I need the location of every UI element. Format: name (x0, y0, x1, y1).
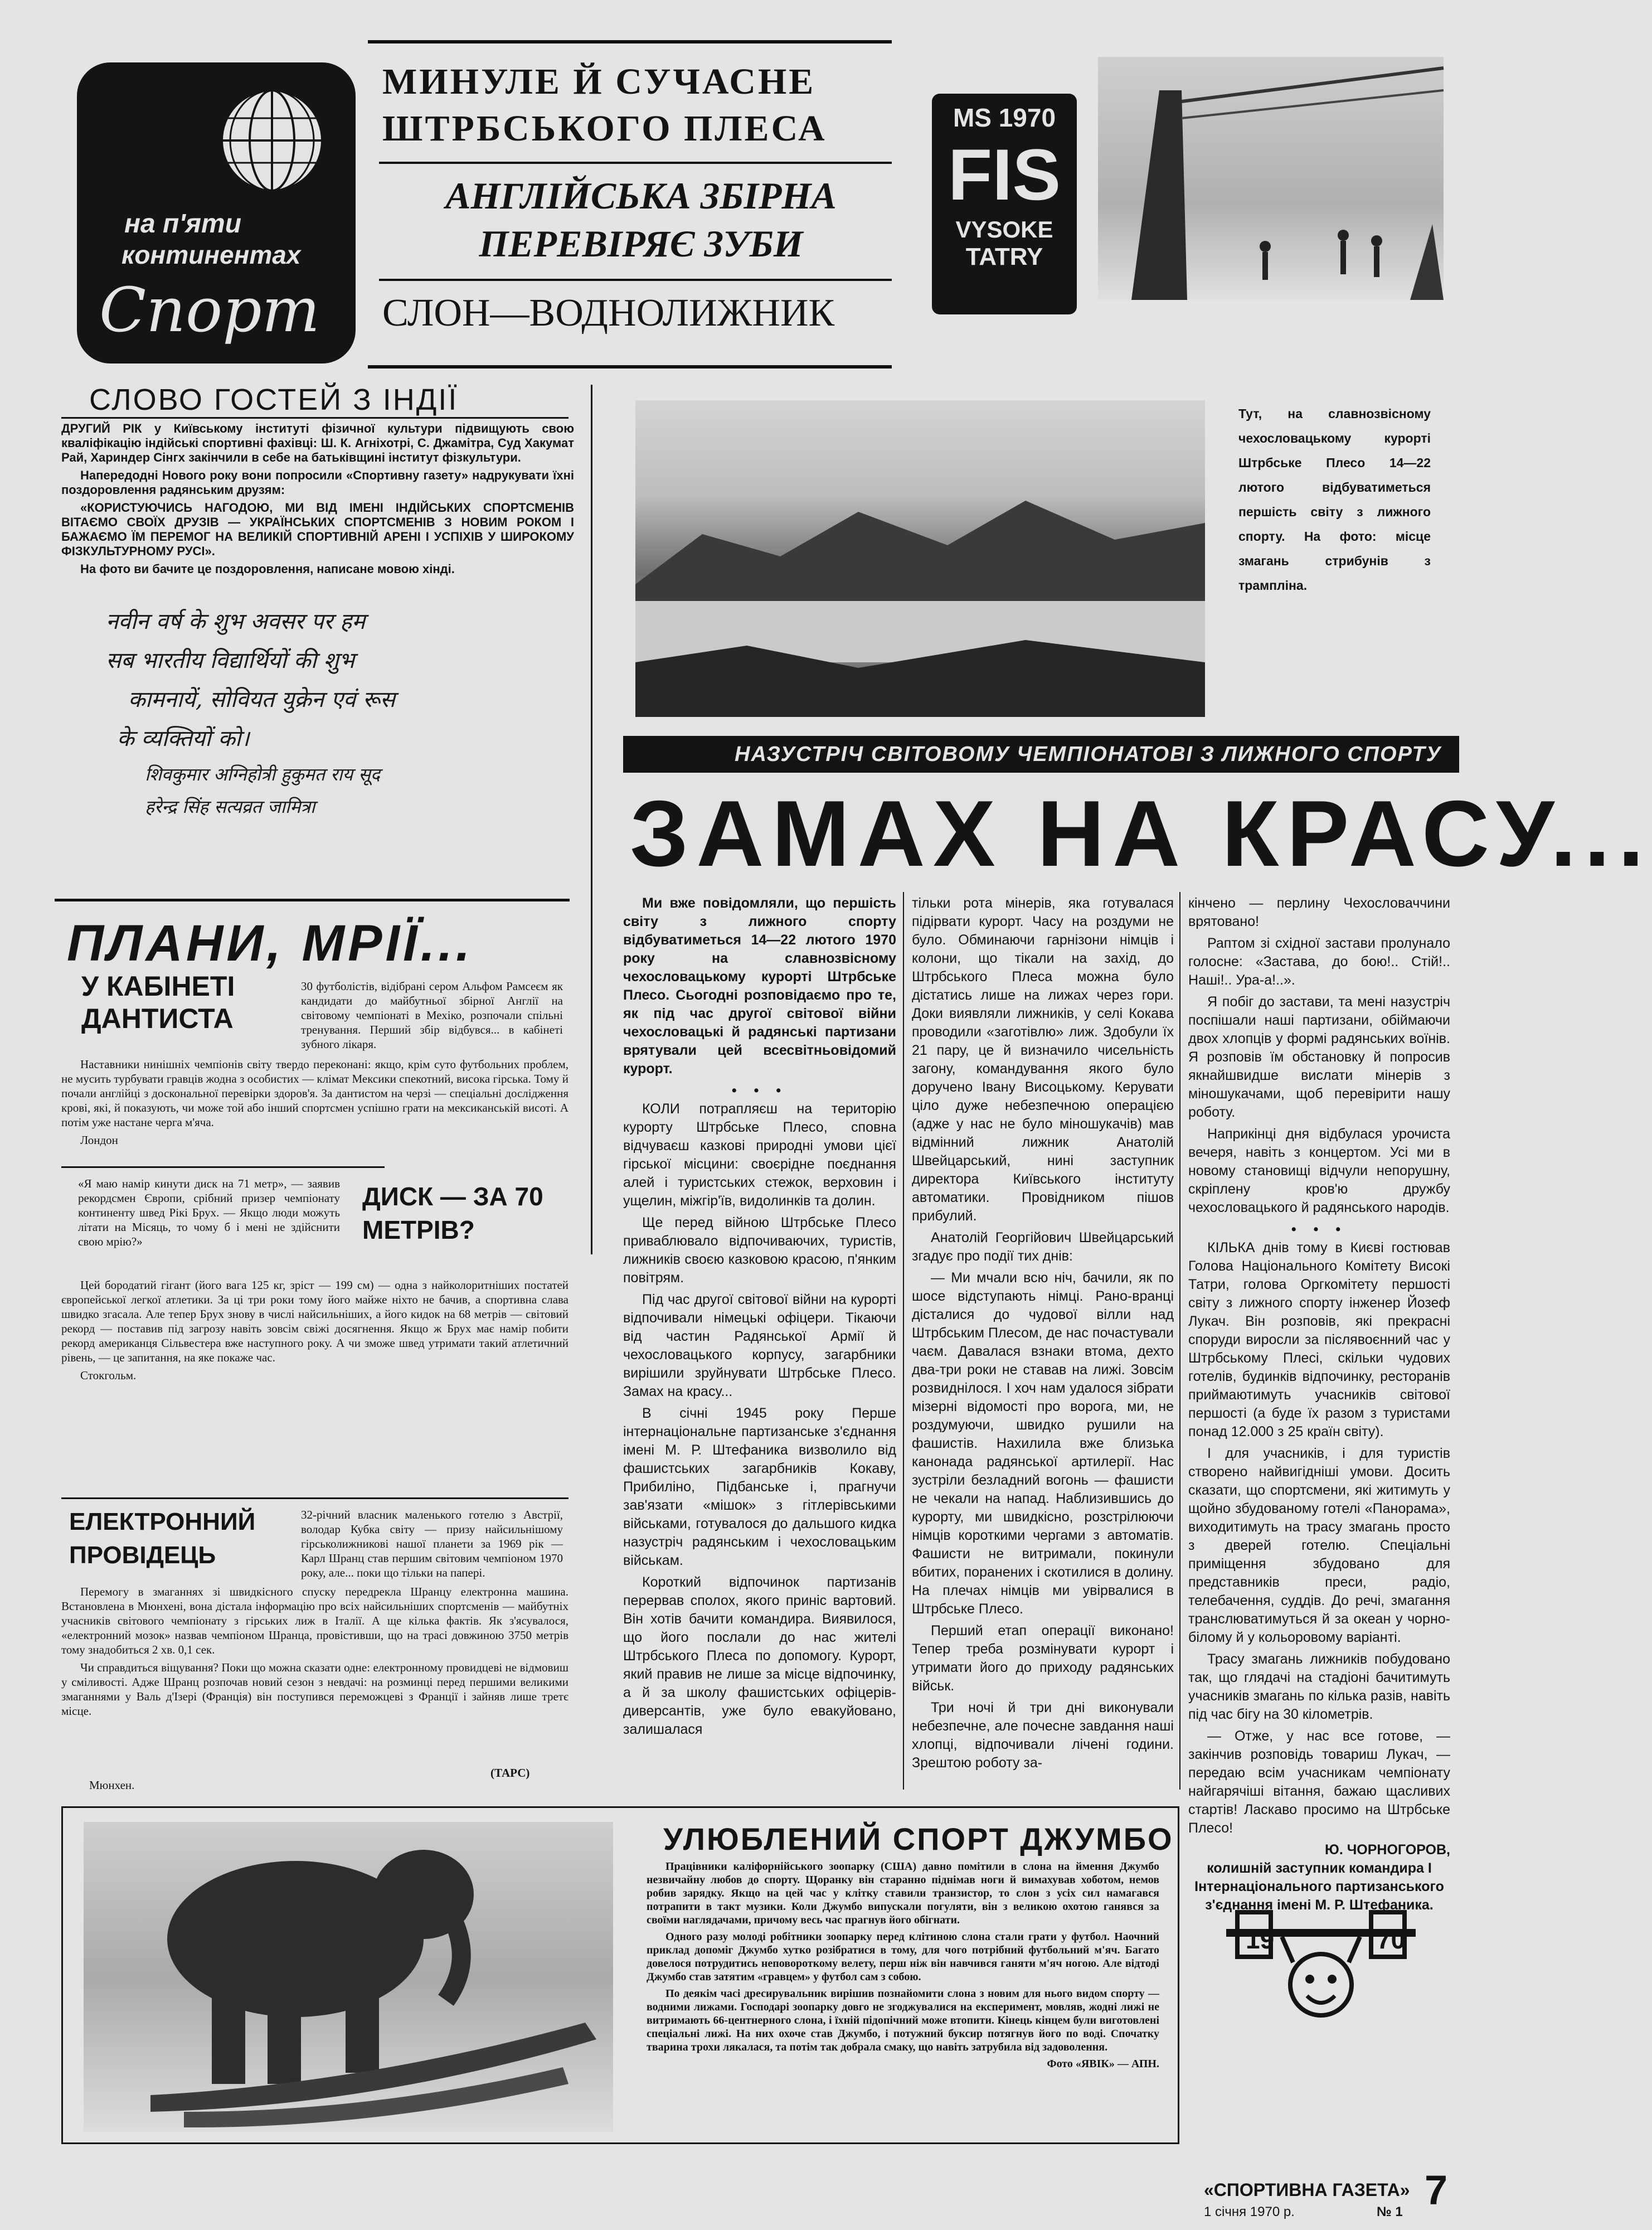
disk-body (61, 1278, 569, 1445)
paragraph: Під час другої світової війни на курорті відпочивали німецькі офіцери. Тікаючи від частин Радянської Армії й чехословацького корпусу, загарбники вирішили зруйнувати Штрбське Плесо. Замах на красу... (623, 1292, 896, 1399)
paragraph: Наприкінці дня відбулася урочиста вечеря, навіть з концертом. Усі ми в новому становищі відчули непорушну, скріплену кров'ю дружбу чехословацького й радянського народів. (1188, 1126, 1450, 1215)
author-role: колишній заступник командира І Інтернаціонального партизанського з'єднання імені М. Р. Штефаника. (1194, 1860, 1444, 1913)
barbell-icon (1221, 1907, 1421, 2052)
dateline: Лондон (80, 1133, 118, 1147)
tass-credit: (ТАРС) (490, 1766, 530, 1780)
logo-top-text: на п'яти (124, 209, 242, 239)
hindi-handwriting (106, 602, 563, 823)
hindi-line: के व्यक्तियों को। (117, 726, 250, 752)
hindi-line: नवीन वर्ष के शुभ अवसर पर हम (106, 609, 366, 634)
hindi-line: कामनायें, सोवियत युक्रेन एवं रूस (128, 687, 395, 712)
paragraph: КІЛЬКА днів тому в Києві гостював Голова Національного Комітету Високі Татри, голова Оргкомітету першості світу з лижного спорту інженер Йозеф Лукач. Він розповів, які прекрасні споруди виросли за післявоєнний час у Штрбському Плесі, скільки чудових готелів, будинків відпочинку, ресторанів приймаютимуть учасників світової першості (а буде їх разом з туристами понад 12.000 з 25 країн світу). (1188, 1240, 1450, 1439)
issue-date: 1 січня 1970 р. (1204, 2204, 1295, 2219)
zamakh-kicker: НАЗУСТРІЧ СВІТОВОМУ ЧЕМПІОНАТОВІ З ЛИЖНОГО СПОРТУ (735, 743, 1442, 766)
hindi-signature: हरेन्द्र सिंह सत्यव्रत जामित्रा (145, 796, 315, 817)
weightlifter-emblem (1221, 1907, 1421, 2052)
separator-dots: • • • (1291, 1221, 1348, 1237)
electronic-lead: 32-річний власник маленького готелю з Австрії, володар Кубка світу — призу найсильнішому гірськолижникові нашої планети за 1969 рік — Карл Шранц став першим світовим чемпіоном 1970 року, але... поки що тільки на папері. (301, 1508, 563, 1579)
fis-vysoke: VYSOKE (955, 216, 1053, 243)
paragraph: Раптом зі східної застави пролунало голосне: «Застава, до бою!.. Стій!.. Наші!.. Ура-а!..». (1188, 935, 1450, 988)
zamakh-lead: Ми вже повідомляли, що першість світу з лижного спорту відбуватиметься 14—22 лютого 1970 року на славнозвісному чехословацькому курорті Штрбське Плесо. Сьогодні розповідаємо про те, як під час другої світової війни чехословацькі й радянські партизани врятували цей всесвітньовідомий курорт. (623, 895, 896, 1077)
india-quote: «КОРИСТУЮЧИСЬ НАГОДОЮ, МИ ВІД ІМЕНІ ІНДІЙСЬКИХ СПОРТСМЕНІВ ВІТАЄМО СВОЇХ ДРУЗІВ — УКРАЇНСЬКИХ СПОРТСМЕНІВ З НОВИМ РОКОМ І БАЖАЄМО ЇМ ПЕРЕМОГ НА ВЕЛИКІЙ СПОРТИВНІЙ АРЕНІ І УСПІХІВ У ШИРОКОМУ ФІЗКУЛЬТУРНОМУ РУСІ». (61, 501, 574, 558)
zamakh-col-1 (623, 894, 896, 1737)
forest-silhouette (635, 400, 1205, 717)
svg-text:19: 19 (1246, 1925, 1275, 1954)
dentist-lead: 30 футболістів, відібрані сером Альфом Рамсеєм як кандидати до майбутньої збірної Англії на світовому чемпіонаті в Мехіко, розпочали спільні тренування. Перший збір відбувся... в кабінеті зубного лікаря. (301, 980, 563, 1051)
paragraph: кінчено — перлину Чехословаччини врятовано! (1188, 895, 1450, 929)
globe-icon (216, 85, 328, 196)
logo-sport-word: Спорт (99, 274, 320, 346)
paragraph: Я побіг до застави, та мені назустріч поспішали наші партизани, обіймаючи двох хлопців у формі радянських воїнів. Я розповів їм обстановку й попросив якнайшвидше вислати мінерів з мінoшукачами, щоб перевірити нашу роботу. (1188, 994, 1450, 1120)
hindi-line: सब भारतीय विद्यार्थियों की शुभ (106, 648, 354, 673)
separator-dots: • • • (731, 1083, 788, 1098)
headline-england: АНГЛІЙСЬКА ЗБІРНА ПЕРЕВІРЯЄ ЗУБИ (445, 174, 837, 265)
paragraph: тільки рота мінерів, яка готувалася підірвати курорт. Часу на роздуми не було. Обминаючи гарнізони німців і колони, що тікали на захід, до Штрбського Плеса можна було дістатись лише на лижах через гори. Доки виявляли лижників, у селі Кокава проводили «заготівлю» лиж. Здобули їх 21 пару, це й визначило чисельність загону, командування якого було доручено Івану Висоцькому. Керувати ціло дуже небезпечною операцією (адже у нас не було міношукачів) мав відмінний лижник Анатолій Швейцарський, нині заступник директора Київського інституту автоматики. Провідником пішов прибулий. (912, 895, 1174, 1224)
section-rule (61, 1497, 569, 1499)
photo-credit: Фото «ЯВІК» — АПН. (1047, 2058, 1159, 2070)
headline-elephant: СЛОН—ВОДНОЛИЖНИК (382, 292, 835, 334)
section-rule (61, 1166, 385, 1168)
tatra-landscape-photo (635, 400, 1205, 717)
india-note: На фото ви бачите це поздоровлення, написане мовою хінді. (80, 562, 455, 576)
disk-title: ДИСК — ЗА 70 МЕТРІВ? (362, 1182, 543, 1244)
issue-number: № 1 (1377, 2204, 1403, 2219)
india-title: СЛОВО ГОСТЕЙ З ІНДІЇ (89, 383, 459, 416)
paragraph: В січні 1945 року Перше інтернаціональне партизанське з'єднання імені М. Р. Штефаника визволило від фашистських загарбників Кокаву, Прибиліно, Підбанське і, прагнучи зав'язати «мішок» з гітлерівськими військами, готувалося до дальшого кидка назустріч радянським і чехословацьким військам. (623, 1405, 896, 1568)
fis-tatry: TATRY (965, 243, 1043, 270)
logo-mid-text: континентах (122, 240, 301, 269)
fis-year: MS 1970 (953, 103, 1056, 132)
zamakh-title: ЗАМАХ НА КРАСУ... (630, 781, 1652, 886)
elephant-icon (84, 1822, 613, 2132)
fis-emblem (932, 94, 1077, 314)
paragraph: Три ночі й три дні виконували небезпечне, але почесне завдання наші хлопці, відпочивали лічені години. Зрештою роботу за- (912, 1700, 1174, 1771)
column-divider (591, 385, 592, 1254)
column-divider (903, 892, 904, 1790)
jumbo-text (647, 1860, 1159, 2133)
zamakh-kicker-bar (623, 736, 1459, 773)
headline-shtrbske: МИНУЛЕ Й СУЧАСНЕ ШТРБСЬКОГО ПЛЕСА (382, 61, 827, 149)
paragraph: Чи справдиться віщування? Поки що можна сказати одне: електронному провидцеві не відмовиш у сміливості. Адже Шранц розпочав новий сезон з невдачі: на розминці перед першими великими змаганнями у Валь д'Ізері (Франція) він поступився переможцеві з Франції і зайняв лише третє місце. (61, 1661, 569, 1718)
paragraph: Короткий відпочинок партизанів перервав сполох, якого приніс вартовий. Він хотів бачити командира. Виявилося, що його послали до нас жителі Штрбського Плеса по допомогу. Курорт, який правив не лише за місце відпочинку, а й за школу фашистських офіцерів-диверсантів, уже було евакуйовано, залишалася (623, 1574, 896, 1737)
headline-rule-1 (379, 162, 892, 164)
paragraph: Цей бородатий гігант (його вага 125 кг, зріст — 199 см) — одна з найколоритніших постатей європейської легкої атлетики. За ці три роки тому його майже ніхто не бачив, а спортивна слава швидко згасала. Але тепер Брух знову в числі найсильніших, а його кидок на 68 метрів — світовий рекорд — поставив під загрозу навіть зовсім свіжі досягнення. Якщо ж Брух має намір побити рекорд американця Сільвестера вже наступного року. А чи зможе швед утримати такий атлетичний рівень, — це запитання, на яке покаже час. (61, 1278, 569, 1364)
paragraph: Трасу змагань лижників побудовано так, що глядачі на стадіоні бачитимуть учасників змагань по кілька разів, навіть під час бігу на 30 кілометрів. (1188, 1651, 1450, 1722)
munich-dateline: Мюнхен. (89, 1778, 135, 1792)
hindi-signature: शिवकुमार अग्निहोत्री हुकुमत राय सूद (145, 764, 380, 785)
disk-lead: «Я маю намір кинути диск на 71 метр», — заявив рекордсмен Європи, срібний призер чемпіонату континенту швед Рікі Брух. — Якщо люди можуть літати на Місяць, то чому б і мені не здійснити свою мрію?» (78, 1177, 340, 1248)
paragraph: Працівники каліфорнійського зоопарку (США) давно помітили в слона на ймення Джумбо незвичайну любов до спорту. Щоранку він старанно піднімав ноги й вимахував хоботом, немов робив зарядку. Якщо на цей час у клітку ставили транзистор, то слон з усіх сил намагався потрапити в такт музики. Коли Джумбо випускали погуляти, він з великою охотою ганявся за своїми наглядачами, причому весь час прагнув його обігнати. (647, 1860, 1159, 1926)
dentist-title: У КАБІНЕТІ ДАНТИСТА (81, 971, 235, 1034)
ski-jump-tower-icon (1098, 57, 1444, 300)
ski-jump-photo (1098, 57, 1444, 300)
masthead-top-rule (368, 40, 892, 43)
paragraph: КОЛИ потрапляєш на територію курорту Штрбське Плесо, сповна відчуваєш казкові природні умови цієї гірської місцини: своєрідне поєднання алей і туристських стежок, верховин і ущелин, міжгір'їв, видолинків та долин. (623, 1101, 896, 1209)
fis-letters: FIS (948, 134, 1061, 215)
headline-rule-2 (379, 279, 892, 281)
india-intro: ДРУГИЙ РІК у Київському інституті фізичної культури підвищують свою кваліфікацію індійські спортивні фахівці: Ш. К. Агніхотрі, С. Джамітра, Суд Хакумат Рай, Хариндер Сінгх закінчили в себе на батьківщині інститут фізкультури. (61, 421, 574, 464)
masthead-bottom-rule (368, 365, 892, 369)
zamakh-col-2 (912, 894, 1174, 1786)
tatry-caption: Тут, на славнозвісному чехословацькому курорті Штрбське Плесо 14—22 лютого відбуватиметься першість світу з лижного спорту. На фото: місце змагань стрибунів з трампліна. (1238, 406, 1431, 593)
paragraph: Наставники нинішніх чемпіонів світу твердо переконані: якщо, крім суто футбольних проблем, не мусить турбувати гравців жодна з особистих — клімат Мексики спекотний, висока гірська. Тому й почали англійці з доскональної перевірки здоров'я. За дантистом на черзі — спеціальні дослідження крові, які, й показують, чи може той або інший спортсмен успішно грати на мексиканській висоті. А потім уже настане черга м'яча. (61, 1058, 569, 1129)
paragraph: — Отже, у нас все готове, — закінчив розповідь товариш Лукач, — передаю всім учасникам чемпіонату найгарячіші вітання, бажаю щасливих стартів! Ласкаво просимо на Штрбське Плесо! (1188, 1728, 1450, 1836)
paragraph: Перемогу в змаганнях зі швидкісного спуску передрекла Шранцу електронна машина. Встановлена в Мюнхені, вона дістала інформацію про всіх найсильніших спортсменів — майбутніх учасників світового чемпіонату з гірських лиж в Італії. А ще кілька фактів. Як з'ясувалося, «електронний мозок» назвав чемпіоном Шранца, провістивши, що на трасі довжиною 3750 метрів тому знадобиться 2 хв. 0,1 сек. (61, 1585, 569, 1656)
jumbo-title: УЛЮБЛЕНИЙ СПОРТ ДЖУМБО (663, 1821, 1174, 1856)
paragraph: І для учасників, і для туристів створено найвигідніші умови. Досить сказати, що спортсмени, які житимуть у щойно збудованому готелі «Панорама», виходитимуть на трасу змагань просто з дверей готелю. Спеціальні приміщення збудовано для представників преси, радіо, телебачення, суддів. До речі, змагання транслюватимуться й за океан у чорно-білому й у кольоровому варіанті. (1188, 1446, 1450, 1645)
svg-text:70: 70 (1377, 1925, 1406, 1954)
paragraph: Одного разу молоді робітники зоопарку перед клітиною слона стали грати у футбол. Наочний приклад допоміг Джумбо хутко розібратися в тому, для чого потрібний футбольний м'яч. Багато довелося потрудитись неповороткому велету, перш ніж він навчився ганяти м'яч ногою. Але відтоді Джумбо став затятим «гравцем» у футбол сам з собою. (647, 1931, 1159, 1983)
newspaper-name: «СПОРТИВНА ГАЗЕТА» (1204, 2180, 1410, 2200)
zamakh-col-3 (1188, 894, 1450, 1913)
dateline: Стокгольм. (80, 1369, 137, 1382)
india-title-rule (61, 417, 569, 419)
paragraph: — Ми мчали всю ніч, бачили, як по шосе відступають німці. Рано-вранці дісталися до чудової вілли над Штрбським Плесом, де нас почастували чаєм. Давалася взнаки втома, дехто два-три роки не ставав на лижі. Зовсім розвиднілося. І хоч нам удалося зібрати мізерні відомості про ворога, ми, не роздумуючи, швидко рушили на фашистів. Нахилила вже близька канонада радянської артилерії. Нас зустріли безладний вогонь — фашисти не чекали на напад. Наблизившись до курорту, ми швидкісно, розстрілюючи німців короткими чергами з автоматів. Фашисти не витримали, покинули вбитих, поранених і скотилися в долину. На плечах німців ми увірвалися в Штрбське Плесо. (912, 1270, 1174, 1617)
elephant-water-ski-photo (84, 1822, 613, 2132)
author-name: Ю. ЧОРНОГОРОВ, (1325, 1842, 1450, 1858)
section-logo (77, 62, 356, 363)
plany-title: ПЛАНИ, МРІЇ... (67, 915, 474, 972)
column-divider (1179, 892, 1180, 1790)
paragraph: По деякім часі дресирувальник вирішив познайомити слона з новим для нього видом спорту — водними лижами. Господарі зоопарку довго не згоджувалися на експеримент, мовляв, жодні лижі не витримають 66-центнерного слона, і їхній підопічний може втопити. Кінець кінцем були виготовлені спеціальні лижі. На них охоче став Джумбо, і потужний буксир потягнув його по воді. Спочатку тварина трохи лякалася, та потім так добрала смаку, що навіть затрубила від задоволення. (647, 1987, 1159, 2053)
india-request: Напередодні Нового року вони попросили «Спортивну газету» надрукувати їхні поздоровлення радянським друзям: (61, 468, 574, 497)
paragraph: Ще перед війною Штрбське Плесо приваблювало відпочиваючих, туристів, лижників своєю казковою красою, п'янким повітрям. (623, 1215, 896, 1286)
page-number: 7 (1425, 2167, 1448, 2213)
india-bottom-rule (55, 899, 570, 901)
paragraph: Анатолій Георгійович Швейцарський згадує про події тих днів: (912, 1230, 1174, 1264)
paragraph: Перший етап операції виконано! Тепер треба розмінувати курорт і утримати його до приходу радянських військ. (912, 1623, 1174, 1694)
india-text (61, 421, 574, 583)
electronic-title: ЕЛЕКТРОННИЙ ПРОВІДЕЦЬ (69, 1508, 256, 1569)
electronic-body (61, 1584, 569, 1768)
